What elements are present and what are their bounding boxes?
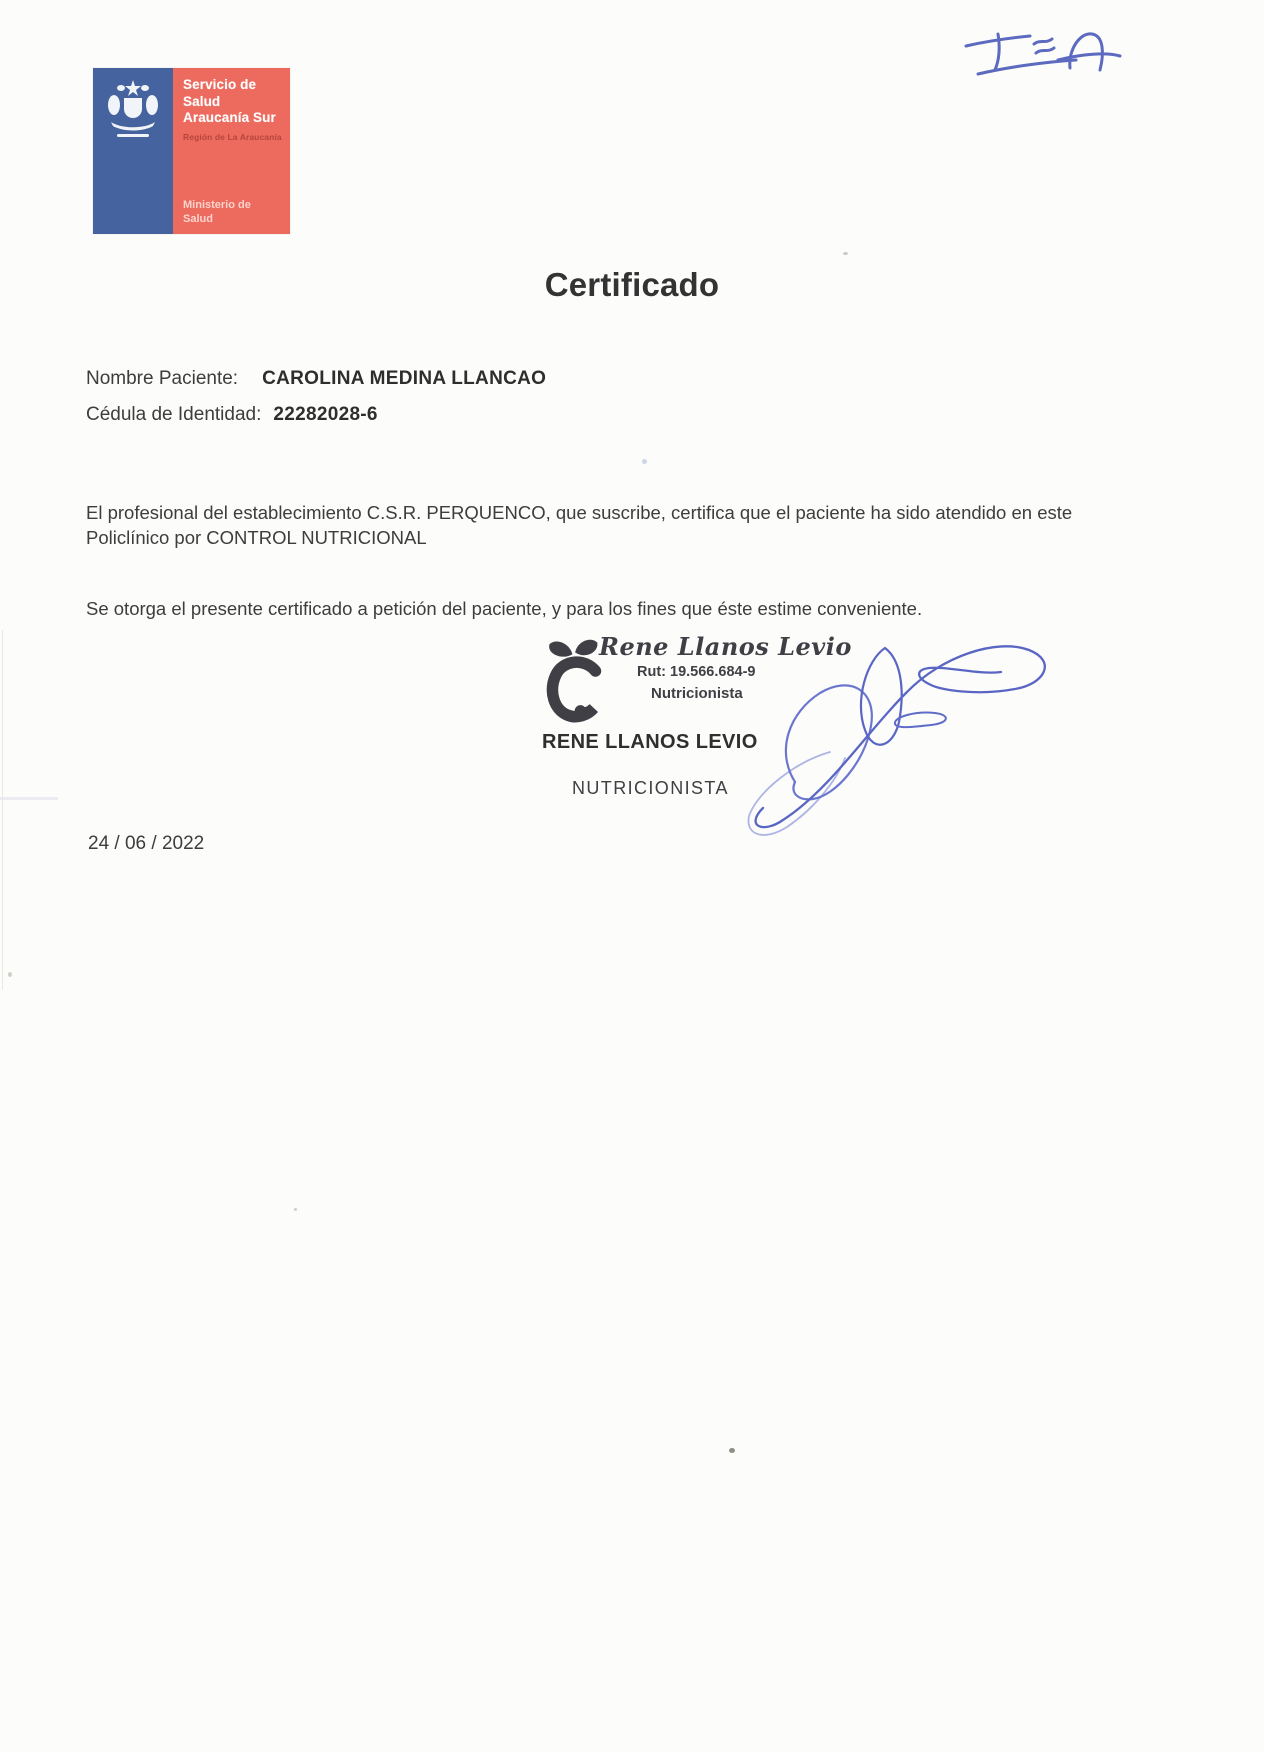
patient-id-value: 22282028-6	[273, 404, 378, 425]
chile-coat-of-arms-icon	[103, 78, 163, 144]
scan-artifact	[642, 459, 647, 464]
page-title: Certificado	[544, 266, 720, 303]
stamp-role: Nutricionista	[651, 685, 743, 702]
logo-flag-red	[173, 68, 290, 234]
patient-id-label: Cédula de Identidad:	[86, 404, 262, 425]
scan-artifact	[0, 797, 58, 800]
handwritten-initials-mark	[950, 20, 1140, 92]
stamp-professional-name: Rene Llanos Levio	[599, 632, 852, 661]
signer-name: RENE LLANOS LEVIO	[542, 731, 758, 753]
stamp-rut: Rut: 19.566.684-9	[637, 664, 756, 680]
issue-date: 24 / 06 / 2022	[88, 833, 205, 854]
logo-ministry-line: Salud	[183, 213, 213, 225]
patient-name-row	[86, 368, 546, 390]
scan-artifact	[843, 252, 848, 255]
logo-ministry-line: Ministerio de	[183, 199, 251, 211]
patient-name-value: CAROLINA MEDINA LLANCAO	[262, 368, 547, 389]
issuance-paragraph: Se otorga el presente certificado a petición del paciente, y para los fines que éste estime conveniente.	[86, 597, 923, 619]
certification-paragraph: El profesional del establecimiento C.S.R. PERQUENCO, que suscribe, certifica que el paciente ha sido atendido en este Policlínico por CONTROL NUTRICIONAL	[86, 501, 1073, 548]
patient-name-label: Nombre Paciente:	[86, 368, 239, 389]
logo-flag-blue	[93, 68, 173, 234]
ministry-logo	[93, 68, 290, 234]
scan-artifact	[8, 972, 12, 977]
scan-artifact	[729, 1448, 735, 1453]
logo-ministry-label	[183, 198, 251, 226]
apple-c-icon	[545, 634, 607, 724]
logo-service-line: Servicio de	[183, 77, 257, 92]
logo-service-line: Salud	[183, 93, 221, 109]
pen-signature	[735, 630, 1067, 838]
scan-artifact	[2, 630, 3, 990]
logo-service-line: Araucanía Sur	[183, 110, 276, 125]
logo-region-label: Región de La Araucanía	[183, 131, 282, 142]
signer-role: NUTRICIONISTA	[572, 778, 729, 798]
scan-artifact	[294, 1208, 297, 1211]
patient-id-row	[86, 404, 378, 426]
